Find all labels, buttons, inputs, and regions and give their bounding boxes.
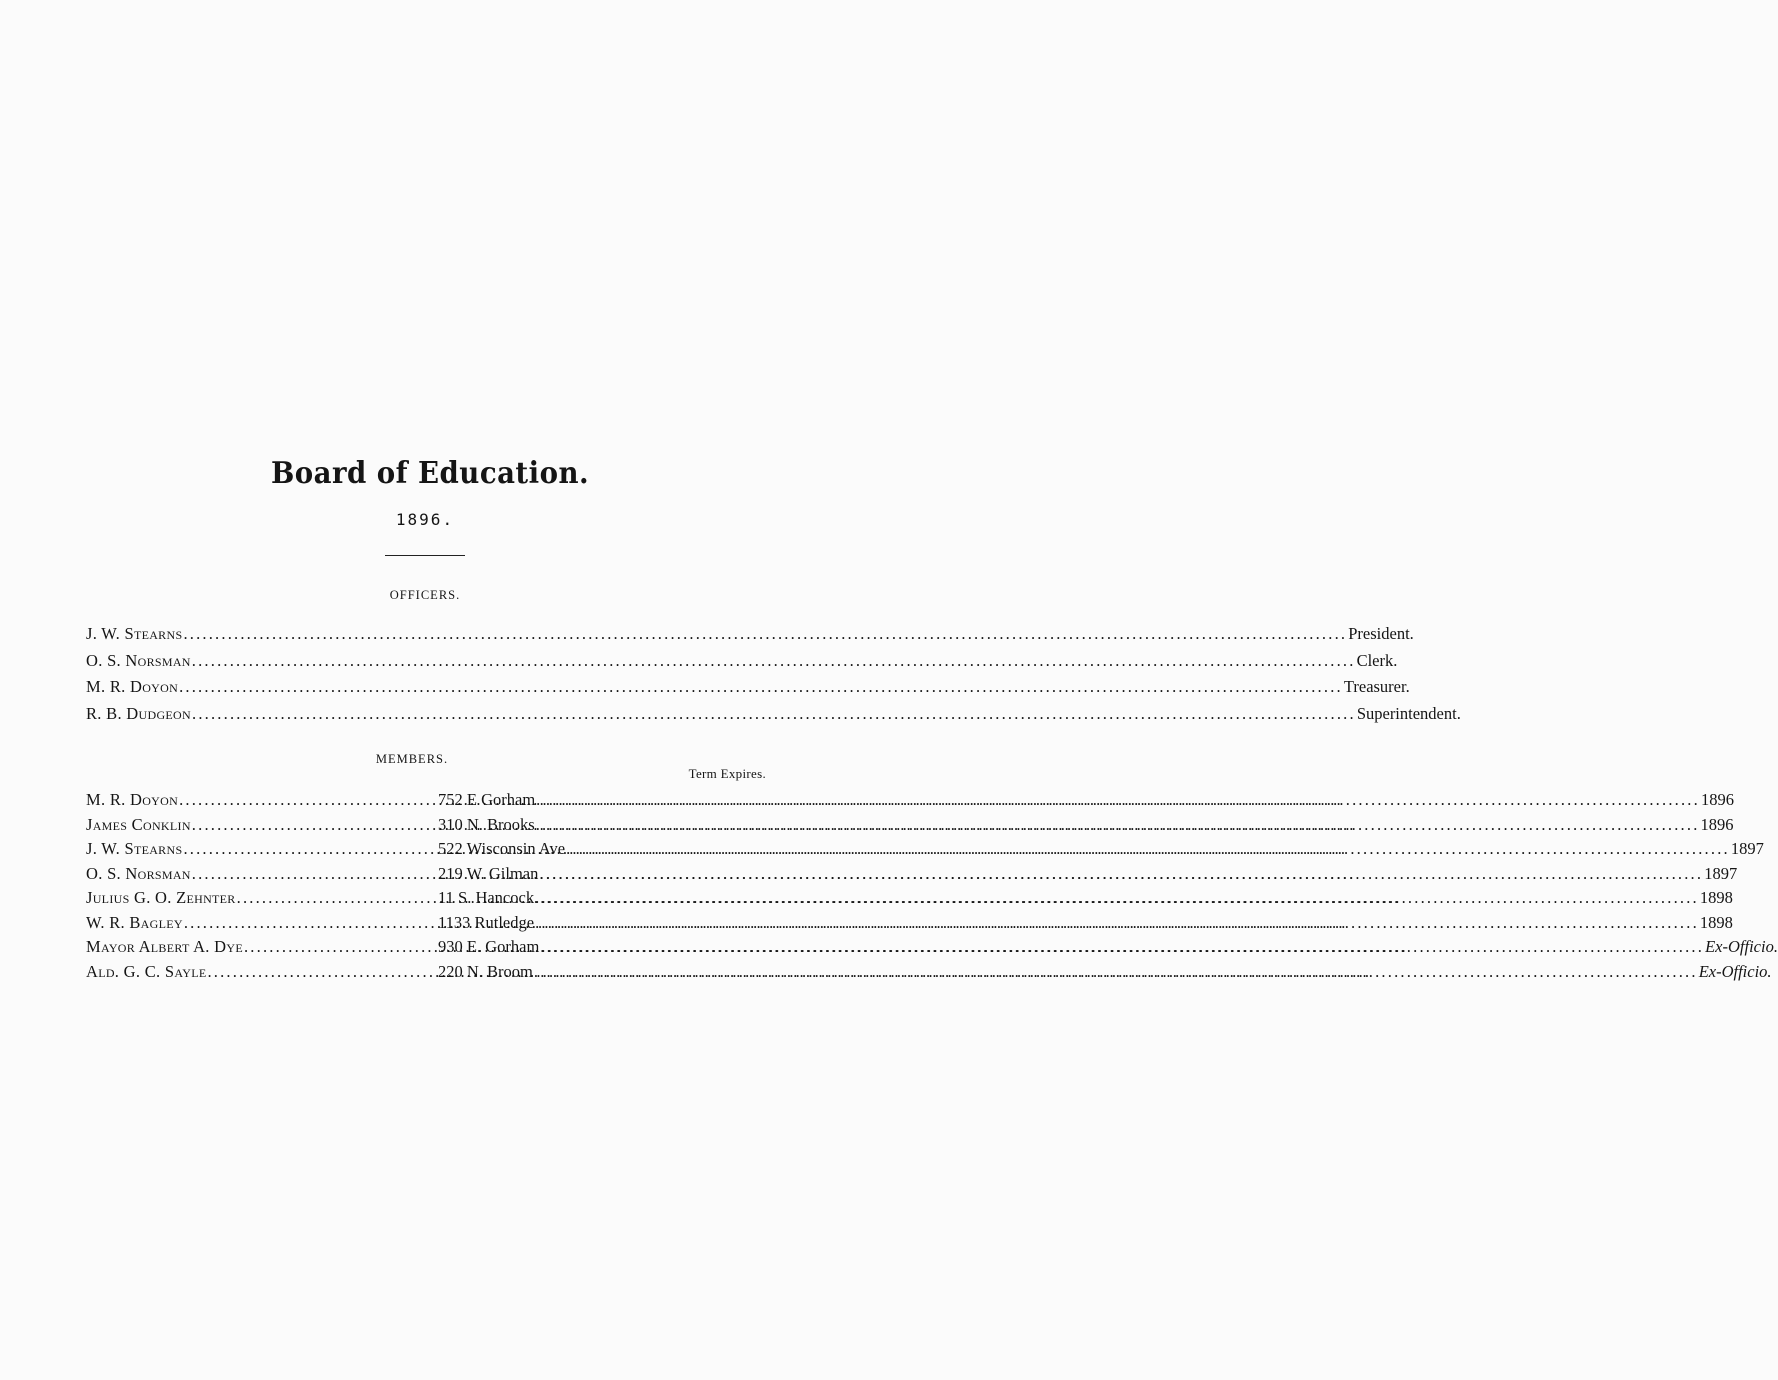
member-address: 752 E Gorham (438, 790, 536, 809)
officer-row (86, 624, 1414, 651)
officer-row (86, 703, 1461, 731)
member-name: James Conklin (86, 814, 191, 834)
officer-name: R. B. Dudgeon (86, 703, 191, 723)
member-name: J. W. Stearns (86, 839, 183, 858)
member-row (86, 888, 1733, 913)
members-heading: MEMBERS. (375, 752, 449, 766)
member-name: Mayor Albert A. Dye (86, 937, 243, 956)
officer-row (86, 677, 1410, 704)
officer-role: President. (1348, 624, 1414, 643)
member-term: Ex-Officio. (1705, 937, 1778, 956)
member-row (86, 937, 1778, 962)
officers-list (86, 624, 1461, 730)
member-term: 1898 (1699, 888, 1733, 907)
dot-leader (536, 815, 1700, 835)
officer-role: Treasurer. (1343, 677, 1410, 696)
member-row (86, 961, 1772, 987)
member-row (86, 839, 1764, 864)
member-name: O. S. Norsman (86, 863, 191, 883)
member-address: 1133 Rutledge (438, 912, 535, 932)
member-row (86, 912, 1733, 938)
dot-leader (534, 962, 1698, 982)
member-row (86, 814, 1734, 840)
dot-leader (536, 790, 1700, 810)
officers-heading: OFFICERS. (389, 588, 461, 602)
officer-name: M. R. Doyon (86, 677, 179, 696)
member-term: 1897 (1704, 863, 1738, 883)
member-name: W. R. Bagley (86, 912, 183, 932)
member-name: M. R. Doyon (86, 790, 179, 809)
officer-name: O. S. Norsman (86, 650, 191, 670)
member-address: 310 N. Brooks (438, 814, 535, 834)
member-name: Ald. G. C. Sayle (86, 961, 207, 981)
dot-leader (539, 864, 1703, 884)
member-term: 1896 (1700, 790, 1734, 809)
officer-row (86, 650, 1398, 678)
officer-role: Superintendent. (1356, 703, 1461, 723)
member-address: 11 S. Hancock (438, 888, 535, 907)
page-title: Board of Education. (270, 456, 590, 491)
member-row (86, 790, 1734, 815)
dot-leader (192, 651, 1356, 671)
dot-leader (540, 937, 1704, 957)
member-address: 930 E. Gorham (438, 937, 540, 956)
dot-leader (535, 888, 1699, 908)
member-name: Julius G. O. Zehnter (86, 888, 236, 907)
dot-leader (192, 704, 1356, 724)
dot-leader (183, 624, 1347, 644)
member-term: 1896 (1700, 814, 1734, 834)
member-address: 522 Wisconsin Ave (438, 839, 566, 858)
divider (385, 555, 465, 556)
member-row (86, 863, 1738, 889)
member-term: 1897 (1730, 839, 1764, 858)
member-term: 1898 (1699, 912, 1733, 932)
dot-leader (566, 839, 1730, 859)
year: 1896. (395, 510, 455, 529)
member-address: 220 N. Broom (438, 961, 533, 981)
dot-leader (179, 677, 1343, 697)
members-list (86, 790, 1778, 986)
officer-name: J. W. Stearns (86, 624, 183, 643)
term-expires-heading: Term Expires. (688, 766, 766, 781)
dot-leader (535, 913, 1699, 933)
officer-role: Clerk. (1356, 650, 1398, 670)
member-term: Ex-Officio. (1698, 961, 1772, 981)
member-address: 219 W. Gilman (438, 863, 539, 883)
